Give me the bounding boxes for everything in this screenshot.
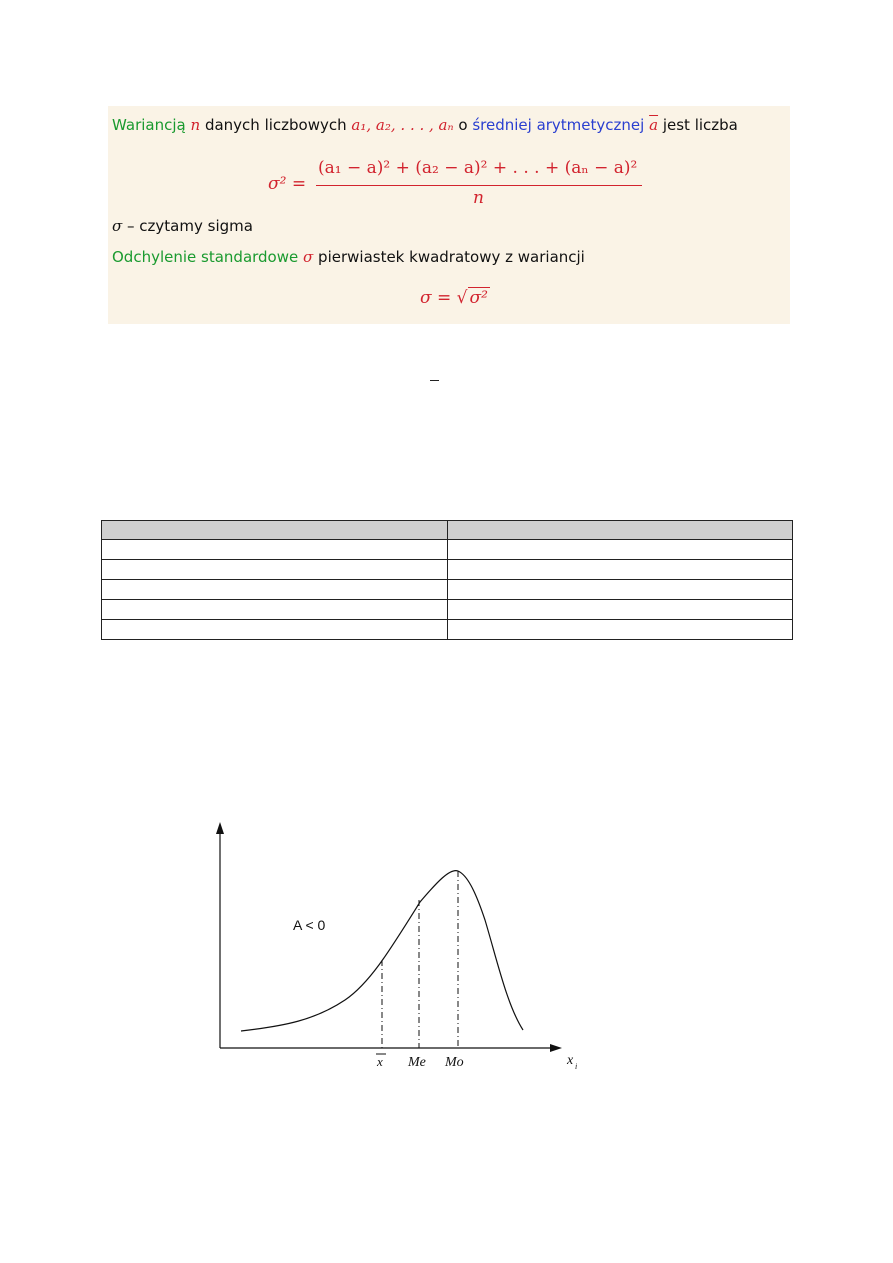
table-row: [102, 560, 793, 580]
table-row: [102, 620, 793, 640]
table-cell: [102, 600, 448, 620]
table-cell: [102, 620, 448, 640]
sigma-note-text: – czytamy sigma: [127, 217, 253, 235]
variance-formula-lhs: σ² =: [268, 174, 307, 194]
variance-term: Wariancją: [112, 116, 186, 134]
table-cell: [102, 560, 448, 580]
table-row: [102, 540, 793, 560]
table-cell: [448, 580, 793, 600]
mean-symbol: $\overline{a}$: [649, 116, 659, 134]
x-axis-label-subscript: i: [575, 1062, 578, 1071]
definition-text-3: jest liczba: [662, 116, 738, 134]
skewness-annotation: A < 0: [293, 917, 326, 933]
definition-line-1: [112, 116, 738, 134]
table-header-row: [102, 521, 793, 540]
sequence-symbol: a₁, a₂, . . . , aₙ: [351, 116, 454, 134]
std-dev-text: pierwiastek kwadratowy z wariancji: [318, 248, 585, 266]
std-dev-symbol: σ: [303, 248, 314, 266]
x-axis-arrow: [550, 1044, 562, 1052]
definition-text-2: o: [458, 116, 468, 134]
std-formula-radicand: σ²: [469, 288, 488, 308]
mean-term: średniej arytmetycznej: [472, 116, 645, 134]
table-cell: [448, 600, 793, 620]
std-dev-formula: [420, 288, 490, 308]
std-dev-term: Odchylenie standardowe: [112, 248, 299, 266]
table-header-cell: [448, 521, 793, 540]
variance-formula: [268, 158, 648, 208]
variance-definition-box: [108, 106, 790, 324]
definition-text-1: danych liczbowych: [204, 116, 347, 134]
median-marker-label: Me: [408, 1055, 426, 1070]
table-cell: [102, 580, 448, 600]
std-dev-line: [112, 248, 585, 266]
y-axis-arrow: [216, 822, 224, 834]
table-row: [102, 580, 793, 600]
sigma-note: [112, 217, 253, 235]
std-formula-lhs: σ =: [420, 288, 452, 308]
fraction-bar: [316, 185, 642, 186]
table-cell: [448, 620, 793, 640]
sigma-symbol: σ: [112, 217, 123, 235]
table-header-cell: [102, 521, 448, 540]
overline-mark: [430, 380, 439, 381]
table-row: [102, 600, 793, 620]
mean-marker-label: x: [377, 1054, 383, 1069]
variance-formula-numerator: (a₁ − a)² + (a₂ − a)² + . . . + (aₙ − a)²: [318, 158, 638, 178]
sqrt-sign: √: [456, 288, 468, 308]
skewness-chart: [205, 820, 605, 1090]
density-curve: [241, 871, 523, 1031]
table-cell: [448, 560, 793, 580]
mode-marker-label: Mo: [445, 1055, 464, 1070]
empty-table: [101, 520, 793, 640]
n-symbol: n: [190, 116, 201, 134]
table-cell: [448, 540, 793, 560]
x-axis-label: x: [567, 1053, 574, 1068]
variance-formula-denominator: n: [473, 188, 484, 208]
table-cell: [102, 540, 448, 560]
